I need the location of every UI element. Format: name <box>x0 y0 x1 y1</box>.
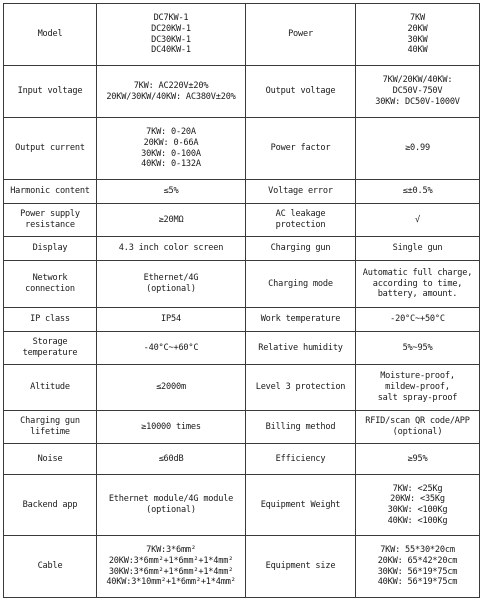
spec-label-text: IP class <box>30 314 70 325</box>
spec-table <box>3 3 480 598</box>
spec-label-cell <box>246 118 356 180</box>
spec-value-cell <box>356 261 480 308</box>
spec-value-cell <box>97 411 246 444</box>
spec-value-cell <box>356 118 480 180</box>
spec-label-text: Altitude <box>30 382 70 393</box>
spec-value-cell <box>97 444 246 475</box>
spec-table-body <box>4 4 480 598</box>
spec-value-cell <box>97 536 246 598</box>
spec-value-cell <box>356 308 480 332</box>
spec-value-cell <box>97 204 246 237</box>
spec-value-cell <box>97 66 246 118</box>
spec-label-cell <box>246 444 356 475</box>
spec-value-text: 20KW: 65*42*20cm <box>377 555 458 566</box>
spec-label-cell <box>246 411 356 444</box>
spec-label-text: AC leakage <box>275 209 326 220</box>
spec-label-text: Power supply <box>20 209 80 220</box>
spec-label-text: Display <box>32 243 68 254</box>
spec-value-cell <box>356 411 480 444</box>
spec-row <box>4 4 480 66</box>
spec-label-text: protection <box>275 220 326 230</box>
spec-value-text: (optional) <box>146 284 196 294</box>
spec-label-cell <box>246 237 356 261</box>
spec-value-text: 30KW: <100Kg <box>387 505 448 515</box>
spec-value-cell <box>356 237 480 261</box>
spec-value-text: (optional) <box>392 427 443 437</box>
spec-value-text: 7KW <box>410 13 425 24</box>
spec-value-cell <box>356 475 480 536</box>
spec-value-text: 20KW:3*6mm²+1*6mm²+1*4mm² <box>108 555 234 566</box>
spec-value-text: 7KW: 55*30*20cm <box>380 545 455 556</box>
spec-value-cell <box>97 261 246 308</box>
spec-value-cell <box>97 118 246 180</box>
spec-label-text: temperature <box>22 348 78 358</box>
spec-label-cell <box>246 180 356 204</box>
spec-label-cell <box>246 308 356 332</box>
spec-row <box>4 66 480 118</box>
spec-value-text: 30KW: 0-100A <box>141 148 201 159</box>
spec-label-text: Equipment size <box>265 561 336 572</box>
spec-label-text: Model <box>37 29 63 40</box>
spec-value-text: ≤±0.5% <box>402 186 433 197</box>
spec-label-cell <box>4 444 97 475</box>
spec-label-cell <box>246 365 356 411</box>
spec-value-text: 7KW: AC220V±20% <box>133 80 209 91</box>
spec-label-text: Output voltage <box>265 86 336 97</box>
spec-value-text: DC30KW-1 <box>151 34 191 45</box>
spec-value-text: -40°C~+60°C <box>143 342 199 353</box>
spec-value-text: 40KW: 0-132A <box>141 159 201 170</box>
spec-row <box>4 365 480 411</box>
spec-value-cell <box>356 536 480 598</box>
spec-label-cell <box>4 261 97 308</box>
spec-value-text: ≤60dB <box>158 453 184 464</box>
spec-value-text: RFID/scan QR code/APP <box>365 416 470 427</box>
spec-label-cell <box>4 411 97 444</box>
spec-row <box>4 475 480 536</box>
spec-value-text: 30KW:3*6mm²+1*6mm²+1*4mm² <box>108 566 234 577</box>
spec-label-cell <box>4 308 97 332</box>
spec-label-cell <box>4 475 97 536</box>
spec-value-text: 20KW/30KW/40KW: AC380V±20% <box>106 91 236 102</box>
spec-value-text: battery, amount. <box>377 289 458 300</box>
spec-value-cell <box>97 237 246 261</box>
spec-label-text: Voltage error <box>268 186 333 197</box>
spec-label-text: Cable <box>37 561 63 572</box>
spec-value-text: 20KW <box>407 23 428 34</box>
spec-row <box>4 308 480 332</box>
spec-value-text: IP54 <box>161 314 181 325</box>
spec-value-cell <box>97 475 246 536</box>
spec-label-text: Storage <box>32 337 68 348</box>
spec-value-cell <box>356 332 480 365</box>
spec-value-text: 7KW: 0-20A <box>146 127 196 138</box>
spec-label-cell <box>4 180 97 204</box>
spec-value-text: √ <box>415 214 420 225</box>
spec-value-cell <box>356 4 480 66</box>
spec-value-text: 4.3 inch color screen <box>118 243 224 254</box>
spec-value-cell <box>97 308 246 332</box>
spec-value-text: 40KW:3*10mm²+1*6mm²+1*4mm² <box>106 577 236 588</box>
spec-label-cell <box>246 204 356 237</box>
spec-value-text: Ethernet module/4G module <box>108 494 234 505</box>
spec-value-text: Single gun <box>392 243 443 254</box>
spec-value-text: Ethernet/4G <box>143 273 199 284</box>
spec-row <box>4 118 480 180</box>
spec-value-cell <box>97 332 246 365</box>
spec-label-cell <box>4 204 97 237</box>
spec-value-text: 40KW: <100Kg <box>387 515 448 526</box>
spec-value-cell <box>356 204 480 237</box>
spec-value-text: DC7KW-1 <box>153 13 189 24</box>
spec-label-text: Noise <box>37 453 63 464</box>
spec-value-text: salt spray-proof <box>377 392 458 403</box>
spec-value-text: Moisture-proof, <box>380 371 455 382</box>
spec-value-text: (optional) <box>146 505 196 515</box>
spec-value-text: 20KW: 0-66A <box>143 137 199 148</box>
spec-value-text: ≥10000 times <box>141 421 201 432</box>
spec-label-cell <box>4 237 97 261</box>
spec-label-cell <box>4 365 97 411</box>
spec-label-cell <box>246 332 356 365</box>
spec-label-cell <box>4 4 97 66</box>
spec-label-text: resistance <box>25 220 75 230</box>
spec-row <box>4 237 480 261</box>
spec-label-text: Billing method <box>265 421 336 432</box>
spec-label-text: lifetime <box>30 427 70 437</box>
spec-value-text: according to time, <box>372 278 463 289</box>
spec-label-text: Power <box>288 29 313 40</box>
spec-label-cell <box>4 118 97 180</box>
spec-value-cell <box>356 66 480 118</box>
spec-value-text: ≤5% <box>163 186 179 197</box>
spec-value-text: 30KW <box>407 34 428 45</box>
spec-value-text: ≥0.99 <box>405 143 430 154</box>
spec-label-cell <box>4 536 97 598</box>
spec-value-text: 30KW: 56*19*75cm <box>377 566 458 577</box>
spec-label-text: Charging gun <box>270 243 331 254</box>
spec-label-text: Power factor <box>270 143 331 154</box>
spec-label-cell <box>246 66 356 118</box>
spec-value-text: -20°C~+50°C <box>390 314 445 325</box>
spec-label-text: connection <box>25 284 75 294</box>
spec-row <box>4 204 480 237</box>
spec-row <box>4 536 480 598</box>
spec-label-cell <box>246 475 356 536</box>
spec-value-text: 5%~95% <box>402 342 433 353</box>
spec-value-cell <box>97 365 246 411</box>
spec-value-text: ≤2000m <box>156 382 186 393</box>
spec-value-text: 40KW <box>407 45 428 56</box>
spec-label-text: Efficiency <box>275 453 326 464</box>
spec-value-text: DC50V-750V <box>392 86 443 97</box>
spec-value-text: 7KW/20KW/40KW: <box>382 75 453 86</box>
spec-value-text: ≥20MΩ <box>158 214 184 225</box>
spec-row <box>4 444 480 475</box>
spec-value-text: ≥95% <box>407 453 428 464</box>
spec-label-cell <box>246 536 356 598</box>
spec-row <box>4 180 480 204</box>
spec-value-text: DC40KW-1 <box>151 45 191 56</box>
spec-row <box>4 332 480 365</box>
spec-label-text: Network <box>32 273 68 284</box>
spec-value-cell <box>356 365 480 411</box>
spec-label-cell <box>246 4 356 66</box>
spec-value-text: mildew-proof, <box>385 382 450 393</box>
spec-label-cell <box>246 261 356 308</box>
spec-row <box>4 411 480 444</box>
spec-label-cell <box>4 332 97 365</box>
spec-row <box>4 261 480 308</box>
spec-value-text: 7KW:3*6mm² <box>146 545 196 556</box>
spec-value-cell <box>97 180 246 204</box>
spec-label-text: Work temperature <box>260 314 341 325</box>
spec-label-text: Harmonic content <box>10 186 90 197</box>
spec-value-text: 40KW: 56*19*75cm <box>377 577 458 588</box>
spec-label-text: Charging gun <box>20 416 80 427</box>
spec-value-text: 30KW: DC50V-1000V <box>375 96 460 107</box>
spec-value-text: Automatic full charge, <box>362 267 473 278</box>
spec-label-text: Equipment Weight <box>260 499 341 510</box>
spec-label-text: Output current <box>15 143 85 154</box>
spec-label-text: Relative humidity <box>258 342 343 353</box>
spec-value-cell <box>356 180 480 204</box>
spec-value-cell <box>97 4 246 66</box>
spec-label-text: Backend app <box>22 499 78 510</box>
spec-value-text: 20KW: <35Kg <box>390 494 445 505</box>
spec-value-text: DC20KW-1 <box>151 23 191 34</box>
spec-label-text: Input voltage <box>17 86 83 97</box>
spec-label-text: Level 3 protection <box>255 382 346 393</box>
spec-value-text: 7KW: <25Kg <box>392 483 443 494</box>
spec-label-cell <box>4 66 97 118</box>
spec-label-text: Charging mode <box>268 278 333 289</box>
spec-value-cell <box>356 444 480 475</box>
